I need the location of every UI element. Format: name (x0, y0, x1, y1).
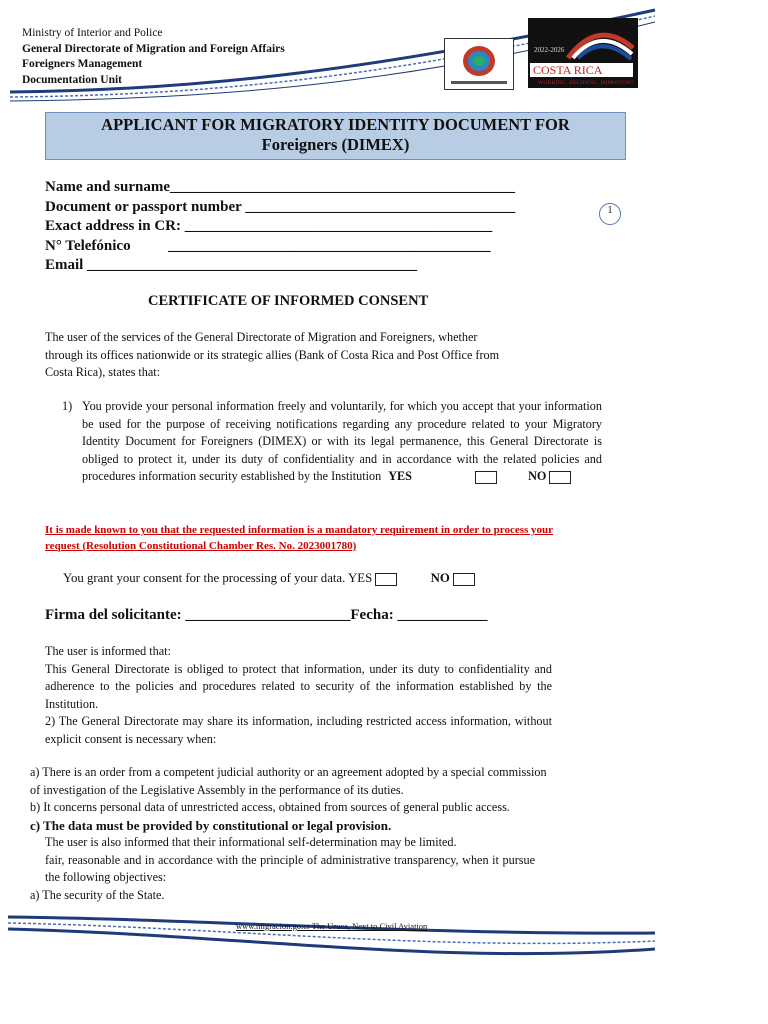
logo-years: 2022-2026 (534, 46, 565, 54)
exception-c-detail-2: fair, reasonable and in accordance with the principle of administrative transparency, when it pursue the following objectives: (45, 852, 535, 884)
applicant-fields (45, 178, 515, 276)
title-line-2: Foreigners (DIMEX) (261, 135, 410, 154)
consent-item-1 (62, 398, 602, 486)
section-title: CERTIFICATE OF INFORMED CONSENT (148, 293, 429, 309)
signature-field[interactable]: Firma del solicitante: ______________________ (45, 607, 351, 623)
phone-field[interactable]: N° Telefónico ___________________________________________ (45, 237, 491, 254)
consent-text: You grant your consent for the processing of your data. (63, 571, 346, 585)
item-number: 1) (62, 399, 73, 413)
organization-header (22, 26, 285, 88)
footer-wave-decoration (0, 905, 768, 980)
org-line-unit: Documentation Unit (22, 73, 122, 86)
logo-slogan: WORKING, DECIDING, IMPROVING (538, 80, 634, 86)
informed-heading: The user is informed that: (45, 644, 171, 658)
item-no-label: NO (528, 469, 547, 483)
org-line-management: Foreigners Management (22, 58, 143, 70)
intro-paragraph: The user of the services of the General Directorate of Migration and Foreigners, whether through its offices nationwide or its strategic allies (Bank of Costa Rica and Post Office from Costa Rica), states that: (45, 330, 500, 379)
exception-c: c) The data must be provided by constitutional or legal provision. (30, 817, 392, 833)
informed-paragraph-1: This General Directorate is obliged to protect that information, under its duty to confidentiality and adherence to the policies and procedures related to security of the information established by the Institution. (45, 661, 552, 711)
name-field[interactable]: Name and surname______________________________________________ (45, 179, 516, 195)
org-line-ministry: Ministry of Interior and Police (22, 27, 163, 39)
notice-line-1: It is made known to you that the requested information is a mandatory requirement in order to process your (45, 524, 554, 536)
exceptions-list (30, 764, 555, 904)
informed-paragraph-2: 2) The General Directorate may share its information, including restricted access information, without explicit consent is necessary when: (45, 714, 552, 746)
footer-address: www.migracion.go.cr The Uruca, Next to Civil Aviation (236, 921, 428, 931)
objective-a: a) The security of the State. (30, 887, 165, 902)
email-field[interactable]: Email ____________________________________________ (45, 257, 418, 273)
exception-b: b) It concerns personal data of unrestricted access, obtained from sources of general public access. (30, 800, 510, 814)
document-title (45, 112, 626, 160)
logo-country-label: COSTA RICA (530, 63, 633, 77)
address-field[interactable]: Exact address in CR: _________________________________________ (45, 218, 493, 234)
consent-no-label: NO (430, 571, 450, 585)
signature-row (45, 607, 487, 624)
mandatory-notice (45, 522, 553, 554)
informed-section (45, 643, 552, 748)
document-number-field[interactable]: Document or passport number ____________________________________ (45, 198, 516, 215)
note-marker: 1 (599, 203, 621, 225)
item-text: You provide your personal information freely and voluntarily, for which you accept that your information be used for the purpose of receiving notifications regarding any procedure related to your Migratory Identity Document for Foreigners (DIMEX) or with its legal permanence, this General Directorate is obliged to protect it, under its duty of confidentiality and in accordance with the related policies and procedures information security established by the Institution (82, 399, 602, 483)
item-yes-checkbox[interactable] (475, 471, 497, 484)
exception-c-detail: The user is also informed that their informational self-determination may be limited. (45, 835, 457, 849)
exception-a: a) There is an order from a competent judicial authority or an agreement adopted by a special commission of investigation of the Legislative Assembly in the performance of its duties. (30, 765, 547, 797)
notice-line-2: request (Resolution Constitutional Chamber Res. No. 2023001780) (45, 540, 357, 552)
item-yes-label: YES (388, 469, 412, 483)
title-line-1: APPLICANT FOR MIGRATORY IDENTITY DOCUMENT FOR (101, 115, 570, 134)
data-consent-row (63, 571, 475, 586)
consent-yes-checkbox[interactable] (375, 573, 397, 586)
org-line-directorate: General Directorate of Migration and Foreign Affairs (22, 42, 285, 55)
date-field[interactable]: Fecha: ____________ (350, 607, 488, 623)
item-no-checkbox[interactable] (549, 471, 571, 484)
consent-yes-label: YES (348, 571, 373, 585)
consent-no-checkbox[interactable] (453, 573, 475, 586)
migration-logo (444, 38, 514, 90)
